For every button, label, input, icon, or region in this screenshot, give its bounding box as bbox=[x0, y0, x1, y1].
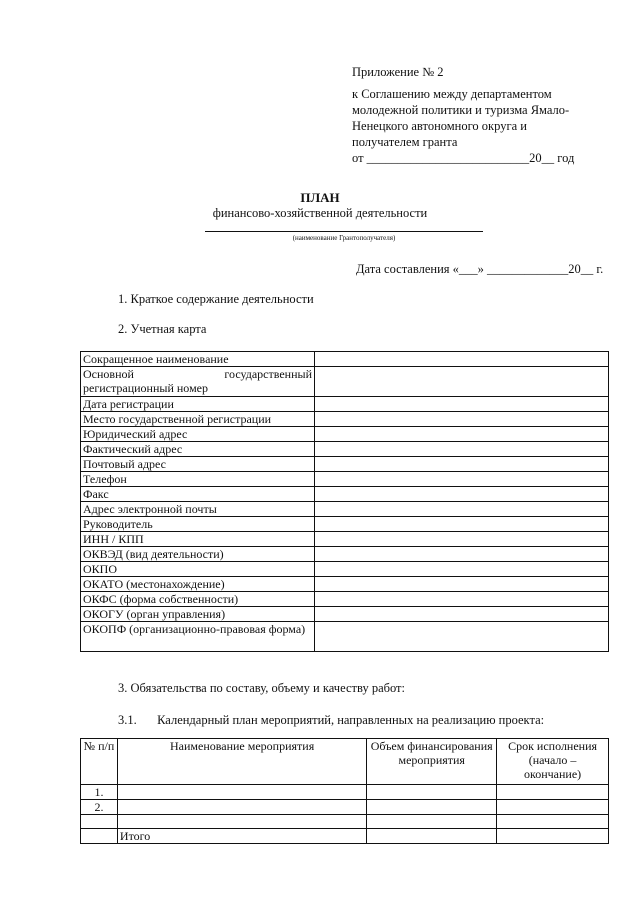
compile-date-line: Дата составления «___» _____________20__ г. bbox=[356, 262, 604, 276]
value-cell[interactable] bbox=[315, 487, 609, 502]
total-num-cell bbox=[81, 829, 118, 844]
grantee-name-line bbox=[205, 231, 483, 232]
row-label: ОКВЭД (вид деятельности) bbox=[81, 547, 315, 562]
header-term: Срок исполнения (начало – окончание) bbox=[497, 739, 609, 785]
table-row bbox=[81, 562, 609, 577]
row-label: Юридический адрес bbox=[81, 427, 315, 442]
appendix-block bbox=[352, 64, 612, 166]
table-row bbox=[81, 442, 609, 457]
row-label: Руководитель bbox=[81, 517, 315, 532]
table-row bbox=[81, 487, 609, 502]
value-cell[interactable] bbox=[315, 562, 609, 577]
row-label: ОКОПФ (организационно-правовая форма) bbox=[81, 622, 315, 652]
value-cell[interactable] bbox=[315, 532, 609, 547]
section-3-1-heading bbox=[118, 713, 544, 728]
row-label: Сокращенное наименование bbox=[81, 352, 315, 367]
table-row bbox=[81, 815, 609, 829]
table-row bbox=[81, 785, 609, 800]
row-number: 2. bbox=[81, 800, 118, 815]
grantee-caption: (наименование Грантополучателя) bbox=[292, 234, 396, 242]
table-header-row bbox=[81, 739, 609, 785]
row-label: Дата регистрации bbox=[81, 397, 315, 412]
row-label: ОКОГУ (орган управления) bbox=[81, 607, 315, 622]
table-row bbox=[81, 577, 609, 592]
volume-cell[interactable] bbox=[367, 785, 497, 800]
row-label: ОКФС (форма собственности) bbox=[81, 592, 315, 607]
value-cell[interactable] bbox=[315, 622, 609, 652]
value-cell[interactable] bbox=[315, 517, 609, 532]
row-label: ОКПО bbox=[81, 562, 315, 577]
row-label: Основной государственный регистрационный номер bbox=[81, 367, 315, 397]
volume-cell[interactable] bbox=[367, 815, 497, 829]
row-label: Телефон bbox=[81, 472, 315, 487]
events-plan-table bbox=[80, 738, 609, 844]
term-cell[interactable] bbox=[497, 785, 609, 800]
value-cell[interactable] bbox=[315, 427, 609, 442]
row-label: Место государственной регистрации bbox=[81, 412, 315, 427]
name-cell[interactable] bbox=[117, 815, 366, 829]
table-row bbox=[81, 517, 609, 532]
row-number bbox=[81, 815, 118, 829]
row-label: Фактический адрес bbox=[81, 442, 315, 457]
plan-subtitle: финансово-хозяйственной деятельности bbox=[212, 206, 428, 220]
table-row bbox=[81, 800, 609, 815]
table-row bbox=[81, 502, 609, 517]
account-card-table bbox=[80, 351, 609, 652]
total-volume-cell[interactable] bbox=[367, 829, 497, 844]
name-cell[interactable] bbox=[117, 785, 366, 800]
header-num: № п/п bbox=[81, 739, 118, 785]
row-label: ИНН / КПП bbox=[81, 532, 315, 547]
appendix-title: Приложение № 2 bbox=[352, 65, 444, 79]
total-term-cell[interactable] bbox=[497, 829, 609, 844]
row-label: Почтовый адрес bbox=[81, 457, 315, 472]
row-label: Адрес электронной почты bbox=[81, 502, 315, 517]
value-cell[interactable] bbox=[315, 577, 609, 592]
appendix-line: молодежной политики и туризма Ямало- bbox=[352, 103, 570, 117]
table-row bbox=[81, 607, 609, 622]
section-3-heading: 3. Обязательства по составу, объему и качеству работ: bbox=[118, 681, 405, 695]
value-cell[interactable] bbox=[315, 412, 609, 427]
term-cell[interactable] bbox=[497, 815, 609, 829]
table-row bbox=[81, 457, 609, 472]
appendix-line: от __________________________20__ год bbox=[352, 151, 575, 165]
row-label: Факс bbox=[81, 487, 315, 502]
value-cell[interactable] bbox=[315, 352, 609, 367]
section-1-heading: 1. Краткое содержание деятельности bbox=[118, 292, 314, 306]
section-3-1-number: 3.1. bbox=[118, 713, 137, 727]
header-name: Наименование мероприятия bbox=[117, 739, 366, 785]
volume-cell[interactable] bbox=[367, 800, 497, 815]
section-2-heading: 2. Учетная карта bbox=[118, 322, 207, 336]
value-cell[interactable] bbox=[315, 502, 609, 517]
value-cell[interactable] bbox=[315, 607, 609, 622]
table-row bbox=[81, 397, 609, 412]
table-row bbox=[81, 412, 609, 427]
value-cell[interactable] bbox=[315, 442, 609, 457]
table-row-total bbox=[81, 829, 609, 844]
row-number: 1. bbox=[81, 785, 118, 800]
appendix-line: к Соглашению между департаментом bbox=[352, 87, 552, 101]
table-row bbox=[81, 427, 609, 442]
appendix-line: Ненецкого автономного округа и bbox=[352, 119, 527, 133]
table-row bbox=[81, 532, 609, 547]
table-row bbox=[81, 622, 609, 652]
value-cell[interactable] bbox=[315, 547, 609, 562]
name-cell[interactable] bbox=[117, 800, 366, 815]
row-label: ОКАТО (местонахождение) bbox=[81, 577, 315, 592]
table-row bbox=[81, 592, 609, 607]
term-cell[interactable] bbox=[497, 800, 609, 815]
header-volume: Объем финансирования мероприятия bbox=[367, 739, 497, 785]
table-row bbox=[81, 367, 609, 397]
value-cell[interactable] bbox=[315, 592, 609, 607]
table-row bbox=[81, 547, 609, 562]
appendix-line: получателем гранта bbox=[352, 135, 458, 149]
value-cell[interactable] bbox=[315, 367, 609, 397]
section-3-1-text: Календарный план мероприятий, направленных на реализацию проекта: bbox=[157, 713, 545, 727]
plan-title: ПЛАН bbox=[300, 190, 340, 205]
table-row bbox=[81, 352, 609, 367]
total-label: Итого bbox=[117, 829, 366, 844]
table-row bbox=[81, 472, 609, 487]
value-cell[interactable] bbox=[315, 457, 609, 472]
value-cell[interactable] bbox=[315, 472, 609, 487]
value-cell[interactable] bbox=[315, 397, 609, 412]
